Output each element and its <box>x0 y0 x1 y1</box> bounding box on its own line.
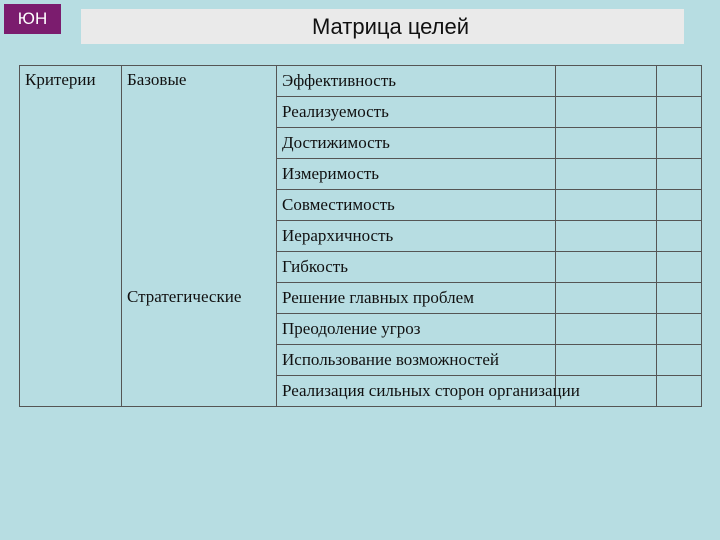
table-row <box>20 66 702 97</box>
page-title: Матрица целей <box>311 13 470 39</box>
empty-cell <box>556 128 657 159</box>
criterion-cell: Решение главных проблем <box>277 283 556 314</box>
empty-cell <box>556 190 657 221</box>
category-cell <box>20 66 122 407</box>
category-label: Критерии <box>25 70 96 89</box>
empty-cell <box>657 66 702 97</box>
criterion-cell: Эффективность <box>277 66 556 97</box>
criterion-cell: Совместимость <box>277 190 556 221</box>
group-label: Стратегические <box>127 286 242 306</box>
empty-cell <box>657 221 702 252</box>
empty-cell <box>657 190 702 221</box>
title-bar <box>81 9 684 44</box>
empty-cell <box>556 283 657 314</box>
empty-cell <box>556 252 657 283</box>
empty-cell <box>556 97 657 128</box>
logo <box>4 4 61 34</box>
empty-cell <box>556 314 657 345</box>
empty-cell <box>657 314 702 345</box>
criterion-cell: Использование возможностей <box>277 345 556 376</box>
empty-cell <box>657 128 702 159</box>
empty-cell <box>657 252 702 283</box>
criterion-cell: Иерархичность <box>277 221 556 252</box>
criterion-cell: Реализация сильных сторон организации <box>277 376 556 407</box>
criterion-cell: Гибкость <box>277 252 556 283</box>
criterion-cell: Преодоление угроз <box>277 314 556 345</box>
group-cell-basic <box>122 66 277 283</box>
empty-cell <box>556 66 657 97</box>
group-label: Базовые <box>127 70 187 89</box>
empty-cell <box>556 221 657 252</box>
empty-cell <box>657 97 702 128</box>
group-cell-strategic <box>122 283 277 407</box>
criterion-cell: Достижимость <box>277 128 556 159</box>
empty-cell <box>556 159 657 190</box>
table-row <box>20 283 702 314</box>
empty-cell <box>657 283 702 314</box>
goals-matrix <box>19 65 702 407</box>
empty-cell <box>556 345 657 376</box>
logo-text: ЮН <box>17 9 48 28</box>
criterion-cell: Реализуемость <box>277 97 556 128</box>
empty-cell <box>657 159 702 190</box>
empty-cell <box>657 345 702 376</box>
criterion-cell: Измеримость <box>277 159 556 190</box>
empty-cell <box>657 376 702 407</box>
